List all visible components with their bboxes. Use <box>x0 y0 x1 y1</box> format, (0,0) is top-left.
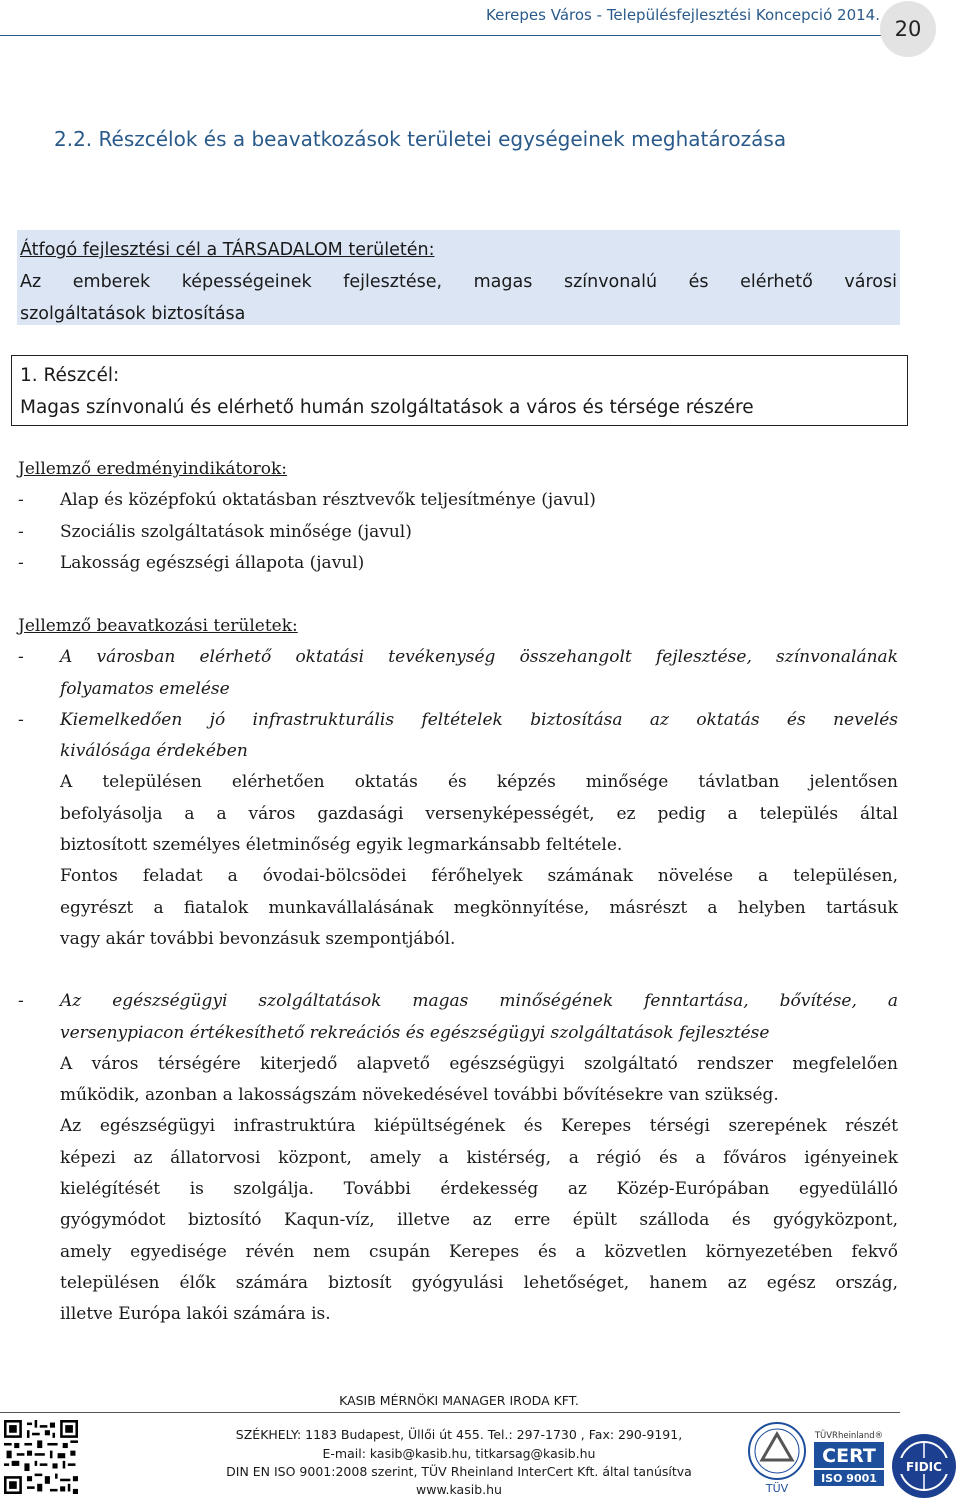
interventions-section <box>18 611 898 1331</box>
cert-iso-text: ISO 9001 <box>821 1472 877 1485</box>
paragraph <box>60 1111 898 1330</box>
section-heading: 2.2. Részcélok és a beavatkozások területei egységeinek meghatározása <box>54 127 787 151</box>
sub-goal-label: 1. Részcél: <box>20 365 120 386</box>
intervention-item <box>60 986 898 1049</box>
sub-goal-box <box>11 355 908 426</box>
tuv-certification-logo-icon <box>746 1420 808 1498</box>
paragraph-line: Fontos feladat a óvodai-bölcsödei férőhelyek számának növelése a településen, <box>60 866 898 887</box>
paragraph-line: biztosított személyes életminőség egyik legmarkánsabb feltétele. <box>60 835 623 856</box>
cert-iso-logo-icon <box>812 1428 886 1498</box>
paragraph-line: településen élők számára biztosít gyógyulási lehetőséget, hanem az egész ország, <box>60 1272 898 1293</box>
intervention-line: A városban elérhető oktatási tevékenység összehangolt fejlesztése, színvonalának <box>60 647 898 668</box>
intervention-line: Az egészségügyi szolgáltatások magas minőségének fenntartása, bővítése, a <box>60 991 898 1012</box>
list-dash: - <box>18 552 24 573</box>
intervention-line: Kiemelkedően jó infrastrukturális feltételek biztosítása az oktatás és nevelés <box>60 709 898 730</box>
overall-goal-text-line: szolgáltatások biztosítása <box>20 304 246 324</box>
intervention-line: folyamatos emelése <box>60 678 230 699</box>
intervention-line: kiválósága érdekében <box>60 741 248 762</box>
indicator-text: Lakosság egészségi állapota (javul) <box>60 552 365 573</box>
footer-website[interactable]: www.kasib.hu <box>416 1482 502 1497</box>
indicators-heading: Jellemző eredményindikátorok: <box>18 459 287 479</box>
fidic-logo-text: FIDIC <box>906 1460 942 1474</box>
sub-goal-text: Magas színvonalú és elérhető humán szolgáltatások a város és térsége részére <box>20 397 754 418</box>
paragraph <box>60 861 898 955</box>
paragraph-line: A város térségére kiterjedő alapvető egészségügyi szolgáltató rendszer megfelelően <box>60 1053 898 1074</box>
tuv-logo-text: TÜV <box>765 1482 789 1495</box>
intervention-item <box>60 642 898 705</box>
intervention-item <box>60 705 898 768</box>
indicator-text: Alap és középfokú oktatásban résztvevők teljesítménye (javul) <box>60 490 596 511</box>
paragraph <box>60 1049 898 1112</box>
document-header-title: Kerepes Város - Településfejlesztési Koncepció 2014. <box>486 6 880 24</box>
paragraph-line: befolyásolja a a város gazdasági versenyképességét, ez pedig a település által <box>60 803 898 824</box>
header-divider <box>0 35 890 36</box>
footer-divider <box>0 1412 900 1413</box>
paragraph <box>60 767 898 861</box>
paragraph-line: egyrészt a fiatalok munkavállalásának megkönnyítése, másrészt a helyben tartásuk <box>60 897 898 918</box>
paragraph-line: gyógymódot biztosító Kaqun-víz, illetve az erre épült szálloda és gyógyközpont, <box>60 1210 898 1231</box>
list-item <box>18 548 898 579</box>
intervention-line: versenypiacon értékesíthető rekreációs és egészségügyi szolgáltatások fejlesztése <box>60 1022 770 1043</box>
list-item <box>18 517 898 548</box>
paragraph-line: vagy akár további bevonzásuk szempontjából. <box>60 928 456 949</box>
cert-word-text: CERT <box>822 1445 876 1467</box>
indicator-text: Szociális szolgáltatások minősége (javul) <box>60 521 412 542</box>
indicators-section <box>18 454 898 579</box>
overall-goal-title: Átfogó fejlesztési cél a TÁRSADALOM területén: <box>20 240 435 260</box>
list-dash: - <box>18 647 24 668</box>
list-item <box>18 642 898 705</box>
paragraph-line: illetve Európa lakói számára is. <box>60 1304 331 1325</box>
paragraph-line: amely egyedisége révén nem csupán Kerepes és a közvetlen környezetében fekvő <box>60 1241 898 1262</box>
footer-certification: DIN EN ISO 9001:2008 szerint, TÜV Rheinland InterCert Kft. által tanúsítva <box>226 1464 692 1479</box>
spacer <box>18 955 898 986</box>
page-number-badge: 20 <box>880 1 936 57</box>
paragraph-line: kielégítését is szolgálja. További érdekesség az Közép-Európában egyedülálló <box>60 1179 898 1200</box>
list-dash: - <box>18 709 24 730</box>
overall-goal-text-line: Az emberek képességeinek fejlesztése, magas színvonalú és elérhető városi <box>20 272 897 292</box>
paragraph-line: képezi az állatorvosi központ, amely a kistérség, a régió és a főváros igényeinek <box>60 1147 898 1168</box>
list-item <box>18 485 898 516</box>
paragraph-line: A településen elérhetően oktatás és képzés minősége távlatban jelentősen <box>60 772 898 793</box>
list-item <box>18 986 898 1049</box>
paragraph-line: működik, azonban a lakosságszám növekedésével további bővítésekre van szükség. <box>60 1085 779 1106</box>
paragraph-line: Az egészségügyi infrastruktúra kiépültségének és Kerepes térségi szerepének részét <box>60 1116 898 1137</box>
footer-address: SZÉKHELY: 1183 Budapest, Üllői út 455. Tel.: 297-1730 , Fax: 290-9191, <box>235 1427 683 1442</box>
list-dash: - <box>18 991 24 1012</box>
list-dash: - <box>18 521 24 542</box>
footer-email: E-mail: kasib@kasib.hu, titkarsag@kasib.hu <box>322 1446 596 1461</box>
cert-brand-text: TÜVRheinland® <box>814 1431 884 1441</box>
list-dash: - <box>18 490 24 511</box>
list-item <box>18 705 898 768</box>
fidic-logo-icon <box>890 1432 958 1500</box>
footer-company-name: KASIB MÉRNÖKI MANAGER IRODA KFT. <box>339 1393 579 1408</box>
qr-code-icon <box>4 1420 78 1494</box>
interventions-heading: Jellemző beavatkozási területek: <box>18 616 298 636</box>
overall-goal-box <box>17 230 900 325</box>
